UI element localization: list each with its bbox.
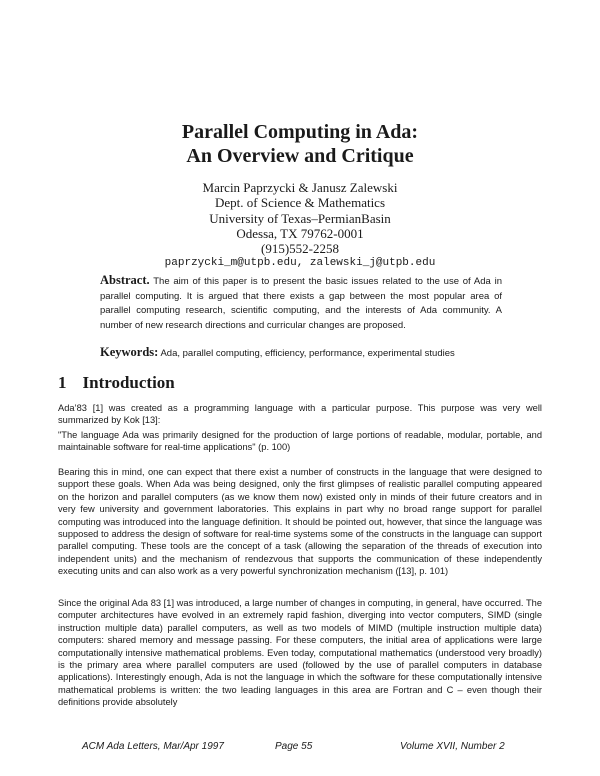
footer-page-number: Page 55 [275, 741, 313, 752]
keywords-label: Keywords: [100, 345, 159, 359]
body-paragraph: Ada’83 [1] was created as a programming language with a particular purpose. This purpose was very well summarized by Kok [13]: [58, 403, 542, 426]
author-city: Odessa, TX 79762-0001 [236, 225, 364, 241]
author-block [100, 180, 500, 272]
quote-paragraph: "The language Ada was primarily designed for the production of large portions of readable, modular, portable, and maintainable software for real-time applications" (p. 100) [58, 430, 542, 453]
section-heading [58, 373, 175, 393]
title-line-2: An Overview and Critique [186, 145, 414, 167]
author-names: Marcin Paprzycki & Janusz Zalewski [202, 180, 398, 195]
author-phone: (915)552-2258 [261, 241, 339, 257]
body-paragraph: Since the original Ada 83 [1] was introduced, a large number of changes in computing, in general, have occurred. The computer architectures have evolved in an extremely rapid fashion, diverging into vector computers, SIMD (single instruction multiple data) parallel computers, as well as two models of MIMD (multiple instruction multiple data) computers: shared memory and message passing. For these computers, the initial area of applications were large computationally intensive mathematical problems. Even today, computational mathematics (understood very broadly) is the primary area where parallel computers are used (followed by the use of parallel computers in database applications). Interestingly enough, Ada is not the language in which the software for these computationally intensive mathematical problems is written: the two leading languages in this area are Fortran and C – even though their definitions provide absolutely [58, 598, 542, 708]
author-emails: paprzycki_m@utpb.edu, zalewski_j@utpb.edu [164, 257, 436, 270]
body-paragraph: Bearing this in mind, one can expect that there exist a number of constructs in the language that were designed to support these goals. When Ada was being designed, only the first glimpses of realistic parallel computing appeared on the horizon and parallel computers (as we know them now) existed only in minds of their future creators and in very few university and government laboratories. This explains in part why no broad range support for parallel computing was introduced into the language definition. It should be pointed out, however, that since the language was supposed to address the design of software for real-time systems some of the constructs in the language can support parallel computing. These tools are the concept of a task (allowing the separation of the threads of execution into independent units) and the mechanism of rendezvous that supports the communication of these independently executing units and can also work as a very powerful synchronization mechanism ([13], p. 101) [58, 467, 542, 577]
abstract-text: The aim of this paper is to present the basic issues related to the use of Ada in parallel computing. It is argued that there exists a gap between the most popular area of parallel computing research, scientific computing, and the interests of Ada community. A number of new research directions and curricular changes are proposed. [100, 276, 503, 331]
footer-volume: Volume XVII, Number 2 [400, 741, 505, 752]
author-department: Dept. of Science & Mathematics [214, 195, 386, 211]
paper-title [100, 120, 500, 168]
title-line-1: Parallel Computing in Ada: [181, 121, 419, 143]
keywords-text: Ada, parallel computing, efficiency, performance, experimental studies [160, 348, 455, 359]
abstract [100, 273, 502, 333]
author-university: University of Texas–PermianBasin [209, 210, 391, 226]
page-footer [0, 741, 600, 755]
footer-journal: ACM Ada Letters, Mar/Apr 1997 [82, 741, 224, 752]
keywords [100, 345, 502, 361]
section-title: Introduction [82, 373, 175, 392]
section-number: 1 [58, 373, 67, 392]
abstract-label: Abstract. [100, 273, 150, 287]
